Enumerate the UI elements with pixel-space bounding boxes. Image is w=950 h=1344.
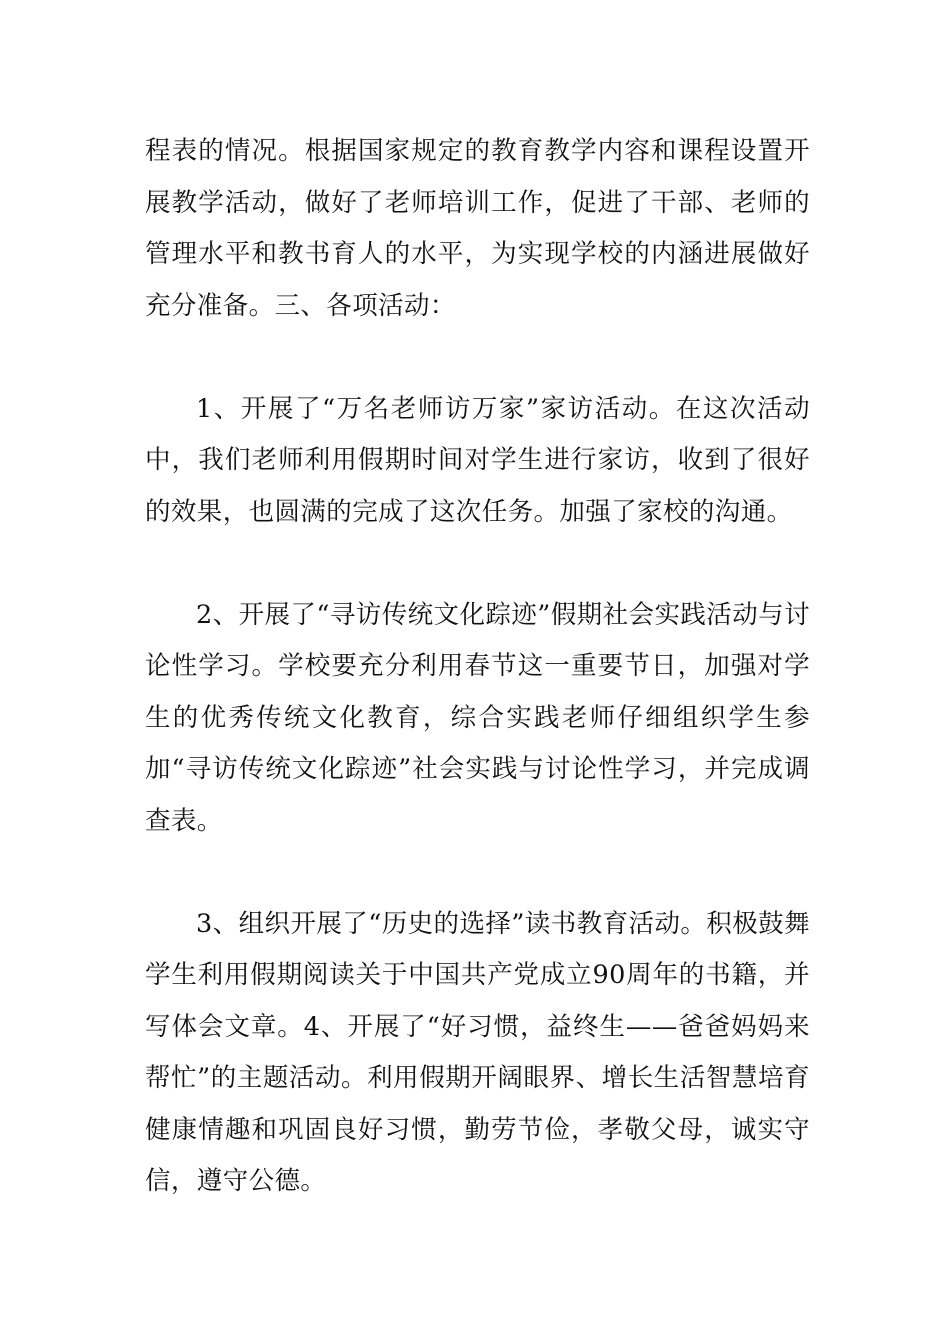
paragraph-continuation: 程表的情况。根据国家规定的教育教学内容和课程设置开展教学活动，做好了老师培训工作，促进了干部、老师的管理水平和教书育人的水平，为实现学校的内涵进展做好充分准备。三、各项活动： [145, 136, 810, 321]
paragraph-item-2: 2、开展了“寻访传统文化踪迹”假期社会实践活动与讨论性学习。学校要充分利用春节这一重要节日，加强对学生的优秀传统文化教育，综合实践老师仔细组织学生参加“寻访传统文化踪迹”社会实践与讨论性学习，并完成调查表。 [145, 599, 810, 836]
paragraph-gap [145, 332, 810, 384]
paragraph-item-3: 3、组织开展了“历史的选择”读书教育活动。积极鼓舞学生利用假期阅读关于中国共产党成立90周年的书籍，并写体会文章。4、开展了“好习惯，益终生——爸爸妈妈来帮忙”的主题活动。利用假期开阔眼界、增长生活智慧培育健康情趣和巩固良好习惯，勤劳节俭，孝敬父母，诚实守信，遵守公德。 [145, 908, 810, 1196]
paragraph-gap [145, 847, 810, 899]
document-body [145, 126, 810, 1208]
paragraph-item-1: 1、开展了“万名老师访万家”家访活动。在这次活动中，我们老师利用假期时间对学生进行家访，收到了很好的效果，也圆满的完成了这次任务。加强了家校的沟通。 [145, 393, 810, 527]
paragraph-gap [145, 538, 810, 590]
